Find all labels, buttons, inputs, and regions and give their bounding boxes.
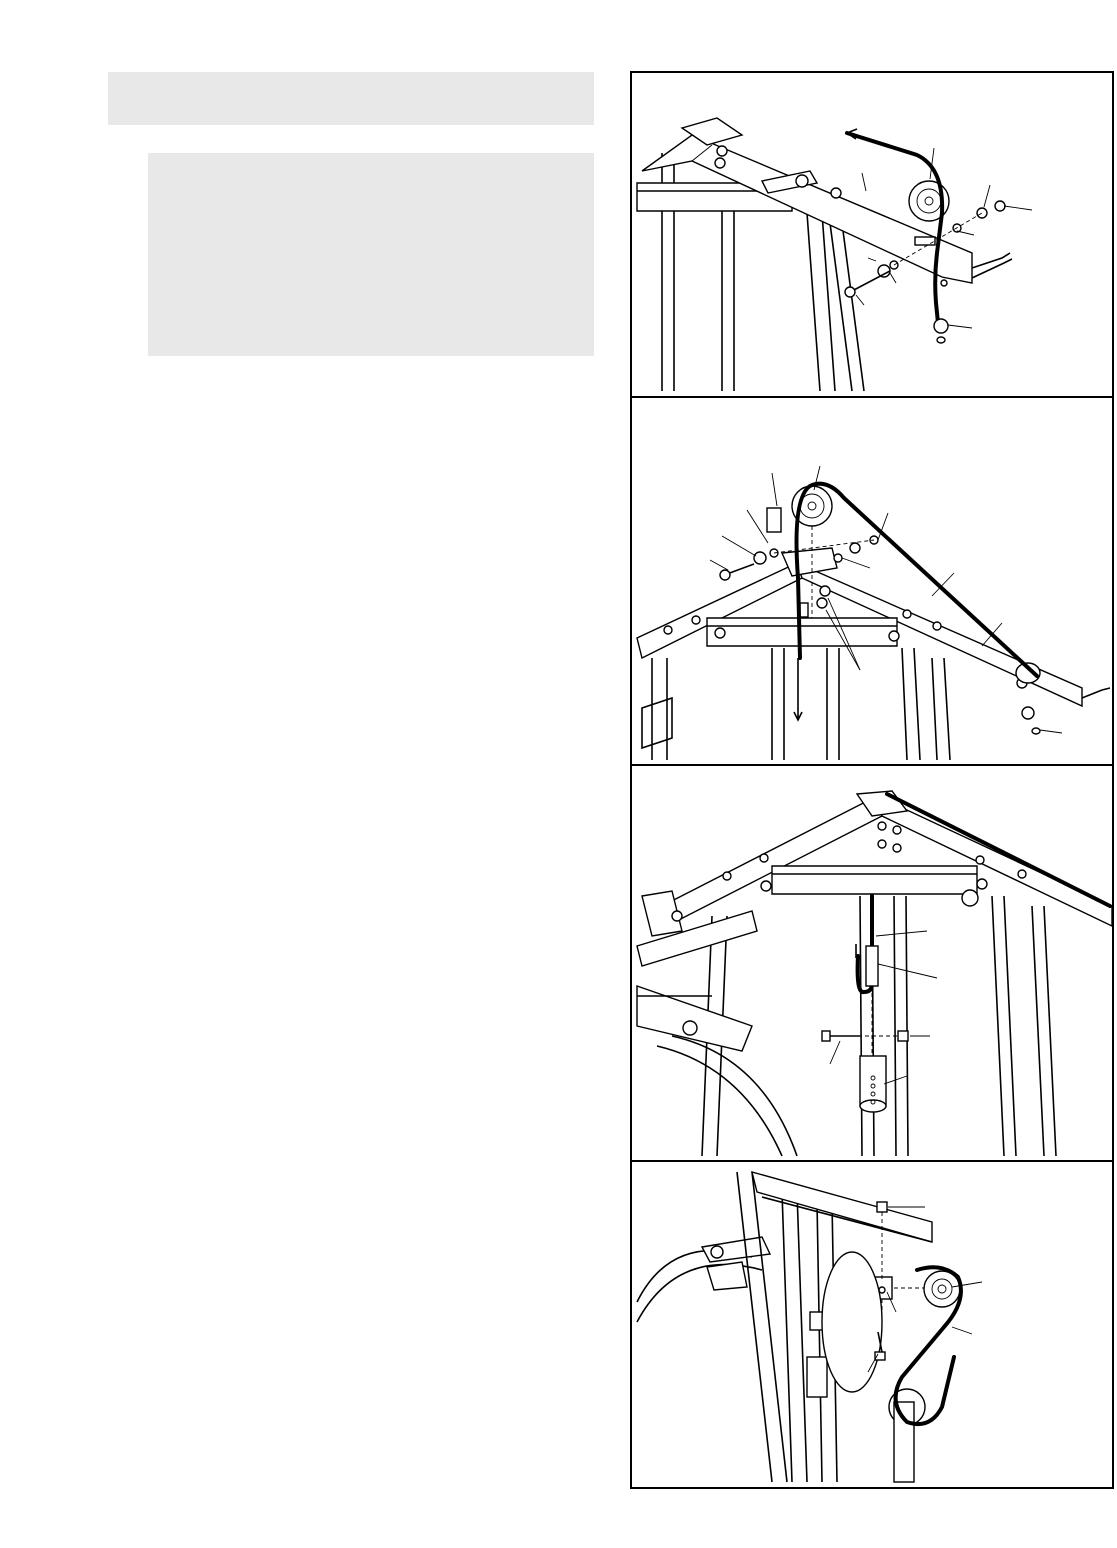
note-box bbox=[148, 153, 594, 356]
cable-end bbox=[934, 319, 948, 343]
figure-3-drawing bbox=[632, 766, 1112, 1162]
figure-2-panel bbox=[632, 398, 1112, 766]
figure-4-panel bbox=[632, 1162, 1112, 1487]
bolt bbox=[845, 271, 890, 297]
frame-beams bbox=[637, 548, 1110, 748]
frame-beams bbox=[662, 791, 1112, 926]
leader-lines bbox=[710, 466, 1062, 733]
top-beam bbox=[752, 1172, 932, 1397]
left-frame bbox=[637, 891, 797, 1156]
frame-uprights bbox=[652, 648, 950, 760]
figure-2-drawing bbox=[632, 398, 1112, 766]
figure-stack bbox=[630, 71, 1114, 1489]
figure-1-panel bbox=[632, 73, 1112, 398]
cable-down bbox=[794, 658, 802, 720]
figure-1-drawing bbox=[632, 73, 1112, 398]
curved-arms bbox=[637, 1237, 770, 1322]
figure-4-drawing bbox=[632, 1162, 1112, 1487]
frame-uprights bbox=[702, 896, 1056, 1156]
figure-3-panel bbox=[632, 766, 1112, 1162]
step-header-bar bbox=[108, 72, 594, 125]
